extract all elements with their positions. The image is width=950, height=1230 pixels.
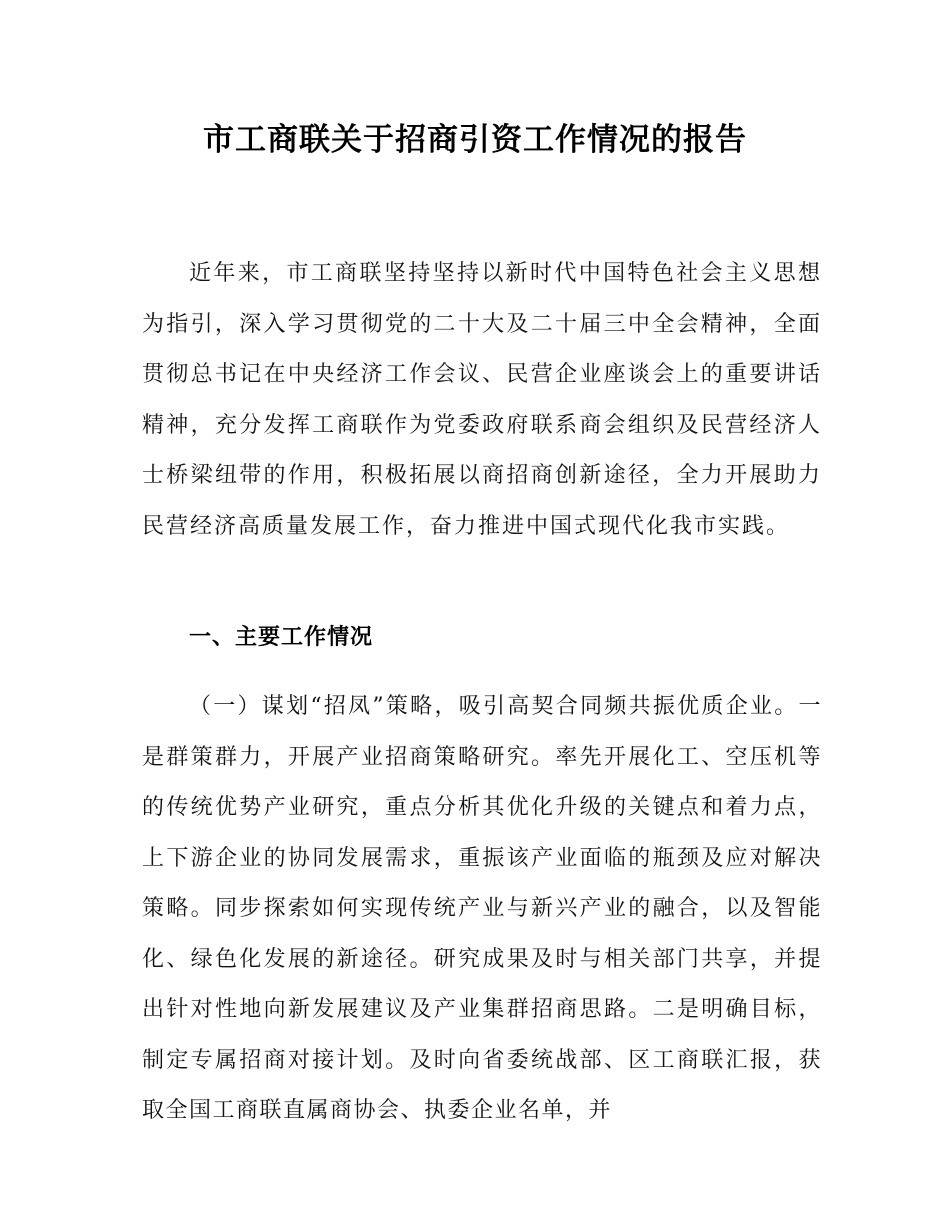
- section-heading: 一、主要工作情况: [189, 624, 374, 650]
- section-paragraph: （一）谋划“招凤”策略，吸引高契合同频共振优质企业。一是群策群力，开展产业招商策略研究。率先开展化工、空压机等的传统优势产业研究，重点分析其优化升级的关键点和着力点，上下游企业的协同发展需求，重振该产业面临的瓶颈及应对解决策略。同步探索如何实现传统产业与新兴产业的融合，以及智能化、绿色化发展的新途径。研究成果及时与相关部门共享，并提出针对性地向新发展建议及产业集群招商思路。二是明确目标，制定专属招商对接计划。及时向省委统战部、区工商联汇报，获取全国工商联直属商协会、执委企业名单，并: [142, 694, 822, 1123]
- intro-paragraph: 近年来，市工商联坚持坚持以新时代中国特色社会主义思想为指引，深入学习贯彻党的二十大及二十届三中全会精神，全面贯彻总书记在中央经济工作会议、民营企业座谈会上的重要讲话精神，充分发挥工商联作为党委政府联系商会组织及民营经济人士桥梁纽带的作用，积极拓展以商招商创新途径，全力开展助力民营经济高质量发展工作，奋力推进中国式现代化我市实践。: [142, 261, 822, 539]
- document-title: 市工商联关于招商引资工作情况的报告: [203, 122, 747, 158]
